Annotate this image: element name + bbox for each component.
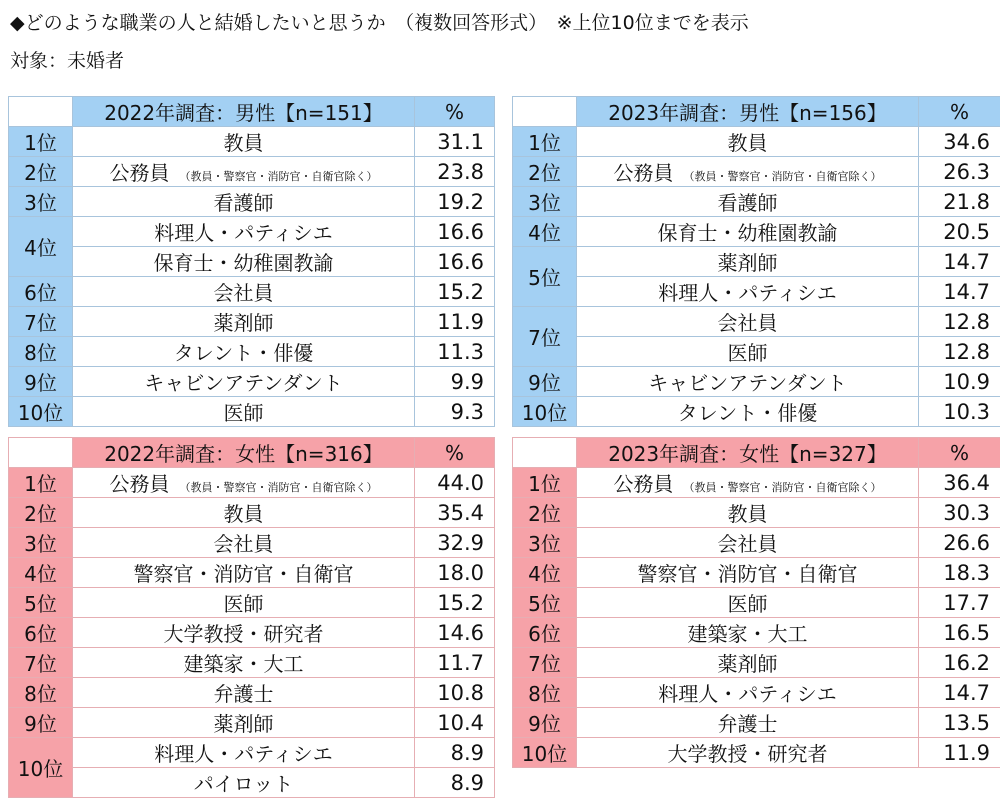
table-row — [9, 768, 495, 798]
job-cell — [577, 588, 919, 618]
table-2022-male — [8, 96, 495, 427]
job-cell — [73, 738, 415, 768]
rank-cell: 2位 — [9, 498, 73, 528]
table-row — [513, 397, 1000, 427]
job-name: 大学教授・研究者 — [163, 622, 324, 646]
job-name: 会社員 — [717, 532, 778, 556]
rank-cell: 3位 — [513, 187, 577, 217]
job-cell — [73, 468, 415, 498]
percent-value: 14.7 — [919, 247, 1000, 277]
percent-value: 11.7 — [415, 648, 495, 678]
percent-header: % — [919, 97, 1000, 127]
percent-value: 26.3 — [919, 157, 1000, 187]
rank-cell: 3位 — [9, 528, 73, 558]
rank-cell: 5位 — [9, 588, 73, 618]
job-name: 医師 — [727, 341, 768, 365]
page-title: ◆どのような職業の人と結婚したいと思うか （複数回答形式） ※上位10位までを表示 — [10, 12, 749, 34]
table-row — [513, 217, 1000, 247]
table-row — [513, 528, 1000, 558]
table-row — [9, 127, 495, 157]
job-cell — [577, 187, 919, 217]
job-name: 会社員 — [717, 311, 778, 335]
rank-cell: 9位 — [9, 367, 73, 397]
rank-cell: 7位 — [9, 648, 73, 678]
percent-value: 10.3 — [919, 397, 1000, 427]
job-cell — [73, 367, 415, 397]
job-cell — [73, 498, 415, 528]
rank-cell: 1位 — [9, 468, 73, 498]
job-cell — [73, 247, 415, 277]
job-name: 料理人・パティシエ — [658, 682, 837, 706]
table-2023-male — [512, 96, 1000, 427]
table-2022-female — [8, 437, 495, 798]
rank-cell: 10位 — [513, 738, 577, 768]
table-2023-female — [512, 437, 1000, 768]
job-cell — [73, 678, 415, 708]
table-row — [513, 498, 1000, 528]
job-name: 警察官・消防官・自衛官 — [133, 562, 354, 586]
rank-cell: 3位 — [9, 187, 73, 217]
rank-cell: 2位 — [9, 157, 73, 187]
job-name: 薬剤師 — [717, 251, 778, 275]
table-row — [9, 708, 495, 738]
rank-cell: 6位 — [9, 277, 73, 307]
job-name: 公務員 — [109, 472, 170, 496]
table-row — [513, 127, 1000, 157]
percent-value: 11.9 — [919, 738, 1000, 768]
rank-header-cell — [9, 438, 73, 468]
job-cell — [73, 277, 415, 307]
job-name: 薬剤師 — [213, 311, 274, 335]
percent-value: 12.8 — [919, 337, 1000, 367]
percent-header: % — [415, 97, 495, 127]
job-cell — [73, 618, 415, 648]
percent-value: 30.3 — [919, 498, 1000, 528]
job-cell — [577, 307, 919, 337]
table-row — [9, 277, 495, 307]
job-name: 医師 — [223, 401, 264, 425]
rank-cell: 8位 — [9, 678, 73, 708]
rank-cell: 9位 — [9, 708, 73, 738]
table-row — [9, 187, 495, 217]
percent-value: 16.6 — [415, 217, 495, 247]
percent-value: 15.2 — [415, 588, 495, 618]
rank-cell: 9位 — [513, 367, 577, 397]
job-name: 弁護士 — [717, 712, 778, 736]
rank-cell: 2位 — [513, 157, 577, 187]
job-cell — [577, 277, 919, 307]
table-row — [513, 307, 1000, 337]
table-row — [513, 468, 1000, 498]
rank-cell: 1位 — [513, 127, 577, 157]
job-name: 公務員 — [109, 161, 170, 185]
table-row — [9, 738, 495, 768]
rank-header-cell — [513, 97, 577, 127]
percent-value: 14.7 — [919, 678, 1000, 708]
table-row — [9, 397, 495, 427]
table-title: 2022年調査：女性【n=316】 — [73, 438, 415, 468]
percent-value: 10.8 — [415, 678, 495, 708]
job-cell — [73, 708, 415, 738]
job-cell — [577, 738, 919, 768]
percent-value: 10.9 — [919, 367, 1000, 397]
rank-cell: 3位 — [513, 528, 577, 558]
job-name: 看護師 — [717, 191, 778, 215]
job-cell — [73, 768, 415, 798]
job-name: キャビンアテンダント — [144, 371, 343, 395]
job-name: 公務員 — [613, 161, 674, 185]
job-name: 医師 — [223, 592, 264, 616]
percent-value: 15.2 — [415, 277, 495, 307]
table-row — [513, 708, 1000, 738]
table-row — [9, 618, 495, 648]
rank-cell: 7位 — [513, 307, 577, 367]
job-name: 会社員 — [213, 281, 274, 305]
table-header-row — [9, 97, 495, 127]
job-name: タレント・俳優 — [677, 401, 818, 425]
percent-value: 34.6 — [919, 127, 1000, 157]
job-name: 教員 — [727, 502, 768, 526]
job-cell — [577, 468, 919, 498]
percent-value: 32.9 — [415, 528, 495, 558]
percent-value: 21.8 — [919, 187, 1000, 217]
percent-value: 18.3 — [919, 558, 1000, 588]
rank-cell: 1位 — [513, 468, 577, 498]
job-cell — [73, 337, 415, 367]
percent-value: 23.8 — [415, 157, 495, 187]
rank-cell: 7位 — [513, 648, 577, 678]
table-row — [9, 157, 495, 187]
percent-value: 36.4 — [919, 468, 1000, 498]
table-row — [513, 648, 1000, 678]
job-cell — [73, 528, 415, 558]
percent-value: 16.2 — [919, 648, 1000, 678]
job-cell — [577, 367, 919, 397]
job-name: 教員 — [223, 502, 264, 526]
table-row — [9, 648, 495, 678]
job-cell — [577, 247, 919, 277]
percent-value: 31.1 — [415, 127, 495, 157]
job-name: 薬剤師 — [717, 652, 778, 676]
job-cell — [577, 708, 919, 738]
rank-cell: 5位 — [513, 588, 577, 618]
job-name: キャビンアテンダント — [648, 371, 847, 395]
rank-header-cell — [513, 438, 577, 468]
job-name: 建築家・大工 — [183, 652, 304, 676]
rank-cell: 8位 — [513, 678, 577, 708]
table-row — [513, 337, 1000, 367]
percent-header: % — [415, 438, 495, 468]
table-title: 2022年調査：男性【n=151】 — [73, 97, 415, 127]
job-name: 料理人・パティシエ — [154, 742, 333, 766]
rank-cell: 4位 — [513, 217, 577, 247]
table-header-row — [9, 438, 495, 468]
job-name: 建築家・大工 — [687, 622, 808, 646]
job-cell — [577, 648, 919, 678]
table-row — [9, 337, 495, 367]
job-cell — [73, 127, 415, 157]
job-cell — [577, 678, 919, 708]
table-row — [513, 678, 1000, 708]
job-name: 警察官・消防官・自衛官 — [637, 562, 858, 586]
table-row — [9, 678, 495, 708]
rank-cell: 9位 — [513, 708, 577, 738]
table-row — [513, 247, 1000, 277]
job-name: 教員 — [727, 131, 768, 155]
job-cell — [577, 397, 919, 427]
job-cell — [577, 618, 919, 648]
job-cell — [577, 558, 919, 588]
percent-value: 26.6 — [919, 528, 1000, 558]
rank-cell: 10位 — [513, 397, 577, 427]
job-note: （教員・警察官・消防官・自衛官除く） — [179, 170, 378, 183]
rank-cell: 6位 — [513, 618, 577, 648]
percent-value: 8.9 — [415, 768, 495, 798]
rank-cell: 10位 — [9, 738, 73, 798]
percent-value: 17.7 — [919, 588, 1000, 618]
table-row — [9, 367, 495, 397]
table-row — [9, 307, 495, 337]
job-cell — [577, 337, 919, 367]
percent-value: 16.6 — [415, 247, 495, 277]
job-note: （教員・警察官・消防官・自衛官除く） — [179, 481, 378, 494]
percent-value: 12.8 — [919, 307, 1000, 337]
table-row — [513, 588, 1000, 618]
table-title: 2023年調査：女性【n=327】 — [577, 438, 919, 468]
job-cell — [577, 498, 919, 528]
percent-value: 35.4 — [415, 498, 495, 528]
job-cell — [73, 157, 415, 187]
table-row — [9, 588, 495, 618]
percent-value: 18.0 — [415, 558, 495, 588]
percent-value: 11.9 — [415, 307, 495, 337]
percent-value: 20.5 — [919, 217, 1000, 247]
rank-cell: 4位 — [513, 558, 577, 588]
job-cell — [577, 157, 919, 187]
percent-value: 10.4 — [415, 708, 495, 738]
rank-cell: 8位 — [9, 337, 73, 367]
job-name: タレント・俳優 — [173, 341, 314, 365]
table-row — [513, 367, 1000, 397]
job-cell — [73, 397, 415, 427]
table-row — [9, 558, 495, 588]
table-header-row — [513, 438, 1000, 468]
percent-value: 16.5 — [919, 618, 1000, 648]
job-name: 教員 — [223, 131, 264, 155]
percent-value: 13.5 — [919, 708, 1000, 738]
percent-value: 44.0 — [415, 468, 495, 498]
table-row — [513, 157, 1000, 187]
job-note: （教員・警察官・消防官・自衛官除く） — [683, 481, 882, 494]
rank-cell: 6位 — [9, 618, 73, 648]
percent-value: 9.3 — [415, 397, 495, 427]
table-row — [513, 187, 1000, 217]
rank-cell: 2位 — [513, 498, 577, 528]
job-cell — [73, 307, 415, 337]
job-cell — [577, 127, 919, 157]
job-note: （教員・警察官・消防官・自衛官除く） — [683, 170, 882, 183]
job-name: 弁護士 — [213, 682, 274, 706]
job-name: 会社員 — [213, 532, 274, 556]
rank-cell: 4位 — [9, 558, 73, 588]
percent-header: % — [919, 438, 1000, 468]
job-name: 料理人・パティシエ — [154, 221, 333, 245]
table-row — [513, 618, 1000, 648]
job-name: 公務員 — [613, 472, 674, 496]
rank-cell: 4位 — [9, 217, 73, 277]
percent-value: 19.2 — [415, 187, 495, 217]
rank-header-cell — [9, 97, 73, 127]
rank-cell: 1位 — [9, 127, 73, 157]
percent-value: 14.6 — [415, 618, 495, 648]
job-cell — [73, 187, 415, 217]
job-name: 保育士・幼稚園教諭 — [153, 251, 334, 275]
rank-cell: 10位 — [9, 397, 73, 427]
job-name: 薬剤師 — [213, 712, 274, 736]
percent-value: 9.9 — [415, 367, 495, 397]
table-row — [9, 498, 495, 528]
table-row — [513, 738, 1000, 768]
job-cell — [577, 217, 919, 247]
rank-cell: 5位 — [513, 247, 577, 307]
percent-value: 11.3 — [415, 337, 495, 367]
job-cell — [73, 648, 415, 678]
job-name: 保育士・幼稚園教諭 — [657, 221, 838, 245]
table-row — [9, 247, 495, 277]
job-name: 大学教授・研究者 — [667, 742, 828, 766]
job-name: 医師 — [727, 592, 768, 616]
job-cell — [73, 217, 415, 247]
rank-cell: 7位 — [9, 307, 73, 337]
job-cell — [73, 558, 415, 588]
percent-value: 8.9 — [415, 738, 495, 768]
job-name: 看護師 — [213, 191, 274, 215]
table-row — [9, 528, 495, 558]
job-name: 料理人・パティシエ — [658, 281, 837, 305]
job-cell — [73, 588, 415, 618]
table-row — [9, 468, 495, 498]
job-cell — [577, 528, 919, 558]
table-header-row — [513, 97, 1000, 127]
table-row — [513, 277, 1000, 307]
table-row — [9, 217, 495, 247]
table-title: 2023年調査：男性【n=156】 — [577, 97, 919, 127]
job-name: パイロット — [193, 772, 294, 796]
table-row — [513, 558, 1000, 588]
percent-value: 14.7 — [919, 277, 1000, 307]
target-label: 対象：未婚者 — [10, 50, 125, 72]
